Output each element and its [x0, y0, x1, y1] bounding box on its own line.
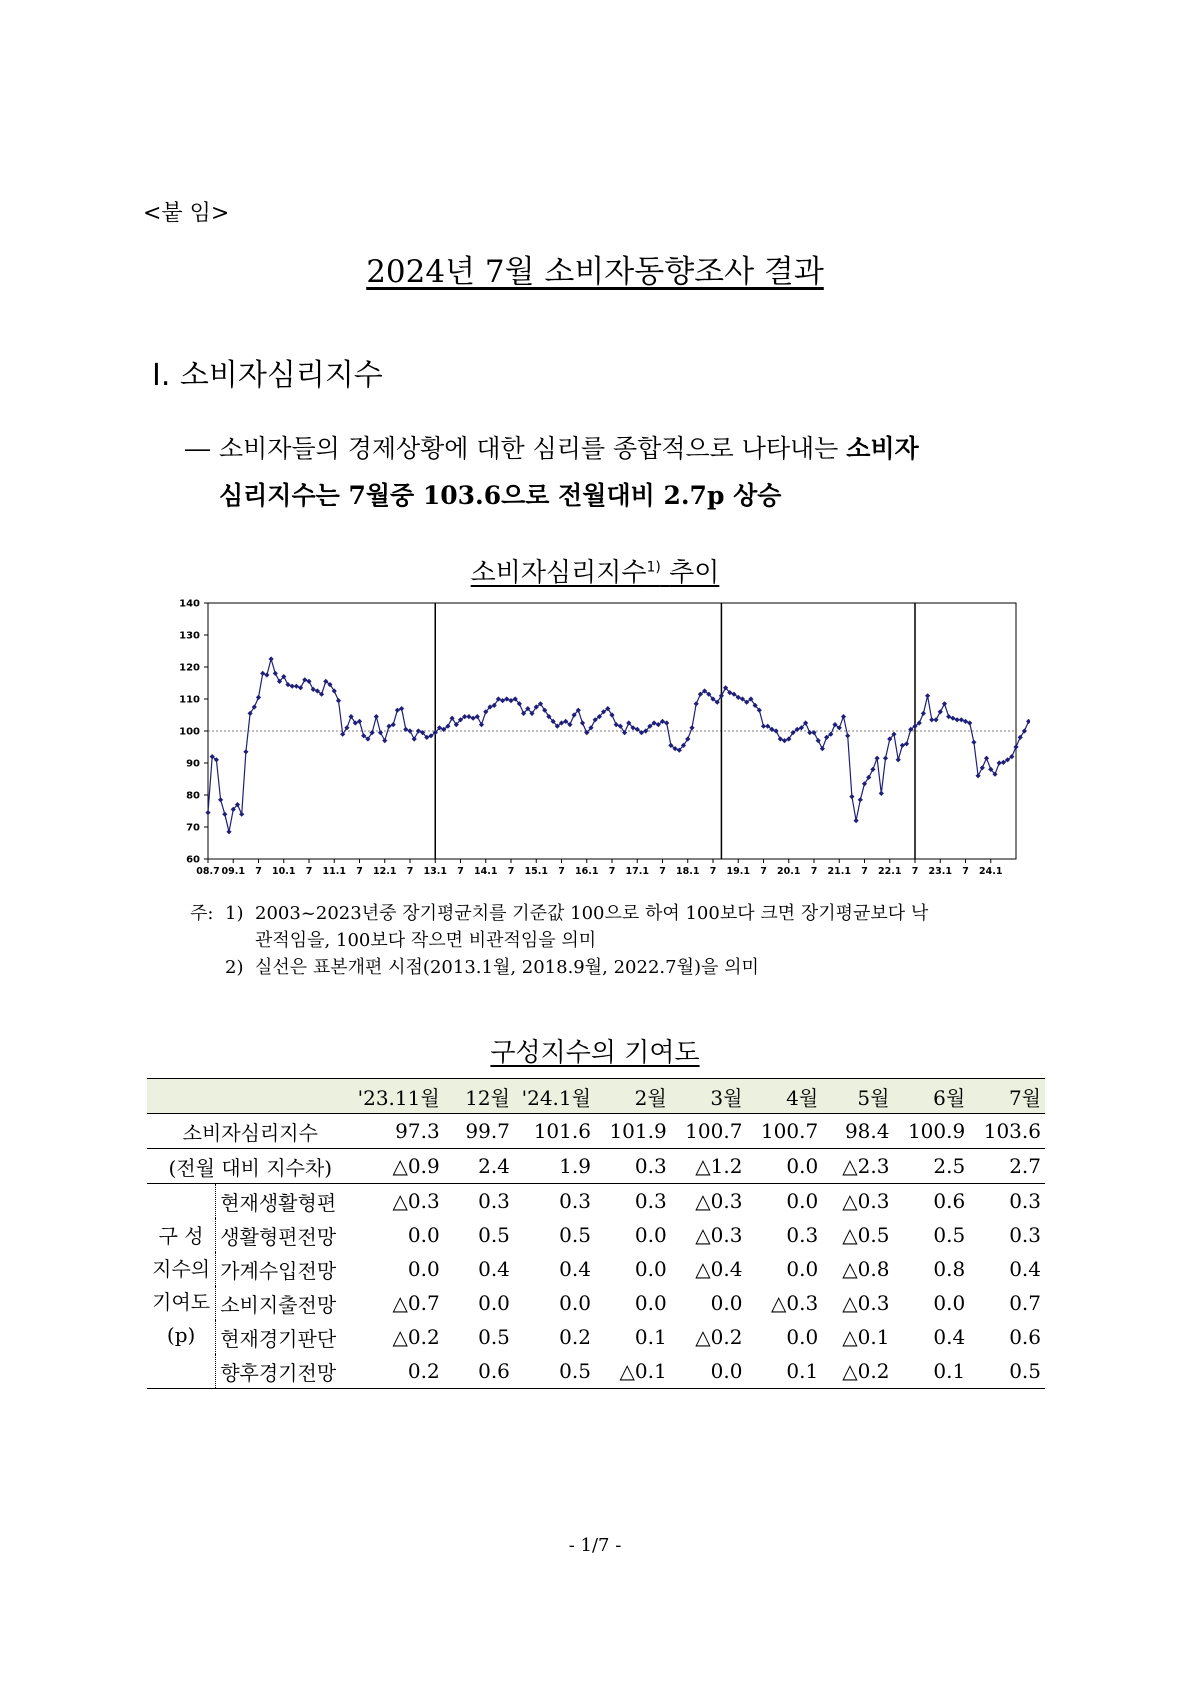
summary-bold-1: 소비자 [846, 434, 919, 463]
x-tick-label: 08.7 [196, 866, 220, 877]
summary-dash: ― [185, 434, 210, 463]
x-tick-label: 21.1 [827, 866, 851, 877]
x-tick-label: 7 [406, 866, 414, 877]
table-cell: 0.5 [933, 1223, 966, 1247]
table-cell: 0.3 [559, 1189, 591, 1213]
page-number: - 1/7 - [568, 1535, 622, 1556]
table-cell: 0.0 [634, 1257, 667, 1281]
table-cell: 0.7 [1009, 1291, 1041, 1315]
table-cell: 0.3 [634, 1189, 667, 1213]
table-cell: 0.0 [710, 1291, 743, 1315]
table-cell: 0.0 [634, 1223, 667, 1247]
section-heading: Ⅰ. 소비자심리지수 [152, 358, 383, 393]
x-tick-label: 23.1 [928, 866, 952, 877]
table-cell: 0.0 [786, 1257, 819, 1281]
table-cell: 0.5 [969, 1354, 1045, 1389]
table-cell: △0.3 [842, 1189, 890, 1213]
component-row [147, 1320, 1045, 1354]
column-header: 6월 [893, 1079, 969, 1114]
x-tick-label: 7 [810, 866, 818, 877]
group-label-line: (p) [166, 1323, 196, 1347]
table-cell: 0.3 [1009, 1189, 1041, 1213]
table-cell: 99.7 [444, 1114, 514, 1149]
table-cell: 103.6 [969, 1114, 1045, 1149]
x-tick-label: 11.1 [322, 866, 346, 877]
column-header: '23.11월 [354, 1079, 444, 1114]
table-cell: 0.0 [786, 1189, 819, 1213]
table-cell: 0.3 [595, 1149, 671, 1184]
component-row [147, 1252, 1045, 1286]
table-cell: 0.0 [746, 1149, 822, 1184]
y-tick-label: 100 [179, 726, 200, 738]
column-header: 3월 [671, 1079, 747, 1114]
table-title: 구성지수의 기여도 [490, 1038, 700, 1068]
notes-prefix: 주: [190, 903, 214, 924]
table-cell: △0.1 [595, 1354, 671, 1389]
table-cell: △1.2 [671, 1149, 747, 1184]
summary-text: 소비자들의 경제상황에 대한 심리를 종합적으로 나타내는 [219, 434, 839, 463]
table-cell: △0.2 [695, 1325, 743, 1349]
table-cell: 0.2 [354, 1354, 444, 1389]
summary-bold-2: 심리지수는 7월중 103.6으로 전월대비 2.7p 상승 [219, 481, 782, 510]
component-label: 현재생활형편 [220, 1190, 337, 1215]
diff-row [147, 1149, 1045, 1184]
x-tick-label: 14.1 [474, 866, 498, 877]
column-header: 2월 [595, 1079, 671, 1114]
table-cell: 0.4 [1009, 1257, 1041, 1281]
table-cell: △2.3 [822, 1149, 893, 1184]
y-tick-label: 130 [179, 630, 200, 642]
table-cell: 97.3 [354, 1114, 444, 1149]
x-tick-label: 24.1 [979, 866, 1003, 877]
table-cell: △0.5 [842, 1223, 890, 1247]
table-cell: 0.0 [478, 1291, 510, 1315]
component-label: 향후경기전망 [216, 1354, 354, 1389]
note-1-line-1: 2003~2023년중 장기평균치를 기준값 100으로 하여 100보다 크면 장기평균보다 낙 [255, 903, 929, 924]
table-cell: 0.5 [478, 1223, 510, 1247]
x-tick-label: 7 [709, 866, 717, 877]
y-tick-label: 120 [179, 662, 200, 674]
table-cell: 0.5 [559, 1223, 591, 1247]
table-cell: △0.7 [392, 1291, 440, 1315]
table-cell: 1.9 [514, 1149, 595, 1184]
table-cell: 0.3 [786, 1223, 819, 1247]
component-row [147, 1184, 1045, 1219]
table-cell: 2.4 [444, 1149, 514, 1184]
table-cell: 0.8 [933, 1257, 966, 1281]
table-cell: 0.2 [559, 1325, 591, 1349]
x-tick-label: 7 [760, 866, 767, 877]
component-label: 현재경기판단 [220, 1326, 337, 1351]
table-header-row [147, 1079, 1045, 1114]
table-cell: 0.6 [933, 1189, 966, 1213]
table-cell: △0.2 [392, 1325, 440, 1349]
x-tick-label: 18.1 [676, 866, 700, 877]
table-cell: 0.0 [407, 1223, 440, 1247]
group-label-line: 구 성 [158, 1224, 204, 1248]
x-tick-label: 13.1 [423, 866, 447, 877]
component-row [147, 1286, 1045, 1320]
table-cell: 101.9 [595, 1114, 671, 1149]
chart-title-footnote-ref: 1) [646, 559, 661, 576]
table-cell: 0.1 [634, 1325, 667, 1349]
x-tick-label: 10.1 [272, 866, 296, 877]
x-tick-label: 09.1 [221, 866, 245, 877]
table-cell: 98.4 [822, 1114, 893, 1149]
x-tick-label: 7 [659, 866, 666, 877]
table-cell: 101.6 [514, 1114, 595, 1149]
x-tick-label: 22.1 [878, 866, 902, 877]
table-cell: 0.1 [746, 1354, 822, 1389]
table-cell: △0.9 [354, 1149, 444, 1184]
summary-paragraph [185, 425, 1065, 519]
table-cell: 0.0 [786, 1325, 819, 1349]
table-cell: 100.7 [746, 1114, 822, 1149]
table-cell: 0.5 [514, 1354, 595, 1389]
group-label-line: 기여도 [152, 1290, 211, 1314]
column-header: '24.1월 [514, 1079, 595, 1114]
x-tick-label: 7 [861, 866, 868, 877]
table-cell: △0.8 [842, 1257, 890, 1281]
component-label: 가계수입전망 [220, 1258, 337, 1283]
component-row [147, 1218, 1045, 1252]
y-tick-label: 80 [186, 790, 200, 802]
x-tick-label: 7 [608, 866, 616, 877]
table-cell: 0.3 [478, 1189, 510, 1213]
document-title: 2024년 7월 소비자동향조사 결과 [366, 254, 824, 290]
x-tick-label: 7 [507, 866, 515, 877]
table-cell: 0.0 [559, 1291, 591, 1315]
note-1-number: 1) [225, 903, 244, 924]
table-cell: 2.5 [893, 1149, 969, 1184]
y-tick-label: 90 [186, 758, 200, 770]
table-cell: 0.6 [1009, 1325, 1041, 1349]
table-cell: 0.4 [559, 1257, 591, 1281]
table-cell: △0.4 [695, 1257, 743, 1281]
row-label: 소비자심리지수 [147, 1114, 354, 1149]
contribution-table [147, 1078, 1045, 1389]
table-cell: 0.0 [671, 1354, 747, 1389]
table-cell: 0.1 [893, 1354, 969, 1389]
table-cell: 0.4 [933, 1325, 966, 1349]
table-cell: △0.3 [842, 1291, 890, 1315]
note-2-number: 2) [225, 957, 244, 978]
group-label-line: 지수의 [152, 1257, 211, 1281]
table-cell: △0.3 [392, 1189, 440, 1213]
table-cell: 0.4 [478, 1257, 510, 1281]
x-tick-label: 7 [962, 866, 969, 877]
component-row [147, 1354, 1045, 1389]
x-tick-label: 7 [558, 866, 565, 877]
chart-title-suffix: 추이 [669, 558, 720, 588]
component-label: 생활형편전망 [220, 1224, 337, 1249]
y-tick-label: 60 [186, 854, 200, 866]
table-cell: 0.0 [933, 1291, 966, 1315]
chart-title-main: 소비자심리지수 [470, 558, 647, 588]
y-tick-label: 110 [179, 694, 200, 706]
x-tick-label: 7 [356, 866, 363, 877]
csi-line-chart [170, 595, 1030, 890]
chart-title [0, 552, 1190, 589]
table-cell: 2.7 [969, 1149, 1045, 1184]
column-header: 7월 [969, 1079, 1045, 1114]
table-cell: △0.1 [842, 1325, 890, 1349]
column-header: 4월 [746, 1079, 822, 1114]
csi-row [147, 1114, 1045, 1149]
table-cell: 0.5 [478, 1325, 510, 1349]
csi-data-point [1026, 719, 1030, 724]
x-tick-label: 7 [255, 866, 262, 877]
y-tick-label: 70 [186, 822, 200, 834]
x-tick-label: 20.1 [777, 866, 801, 877]
note-2-text: 실선은 표본개편 시점(2013.1월, 2018.9월, 2022.7월)을 의미 [255, 957, 759, 978]
column-header: 12월 [444, 1079, 514, 1114]
x-tick-label: 7 [457, 866, 464, 877]
table-cell: 100.9 [893, 1114, 969, 1149]
row-label: (전월 대비 지수차) [147, 1149, 354, 1184]
group-label [147, 1184, 216, 1389]
table-cell: △0.2 [822, 1354, 893, 1389]
attachment-label: <붙 임> [143, 201, 230, 226]
column-header: 5월 [822, 1079, 893, 1114]
chart-notes [190, 900, 1070, 981]
table-cell: 0.6 [444, 1354, 514, 1389]
x-tick-label: 7 [911, 866, 919, 877]
header-corner [147, 1079, 354, 1114]
x-tick-label: 12.1 [373, 866, 397, 877]
y-tick-label: 140 [179, 598, 200, 610]
x-tick-label: 17.1 [625, 866, 649, 877]
table-cell: 100.7 [671, 1114, 747, 1149]
table-cell: △0.3 [695, 1189, 743, 1213]
note-1-line-2: 관적임을, 100보다 작으면 비관적임을 의미 [255, 930, 597, 951]
table-cell: 0.3 [1009, 1223, 1041, 1247]
x-tick-label: 15.1 [524, 866, 548, 877]
table-cell: 0.0 [634, 1291, 667, 1315]
x-tick-label: 19.1 [726, 866, 750, 877]
table-cell: 0.0 [407, 1257, 440, 1281]
x-tick-label: 16.1 [575, 866, 599, 877]
component-label: 소비지출전망 [220, 1292, 337, 1317]
x-tick-label: 7 [305, 866, 313, 877]
table-cell: △0.3 [770, 1291, 819, 1315]
table-cell: △0.3 [695, 1223, 743, 1247]
